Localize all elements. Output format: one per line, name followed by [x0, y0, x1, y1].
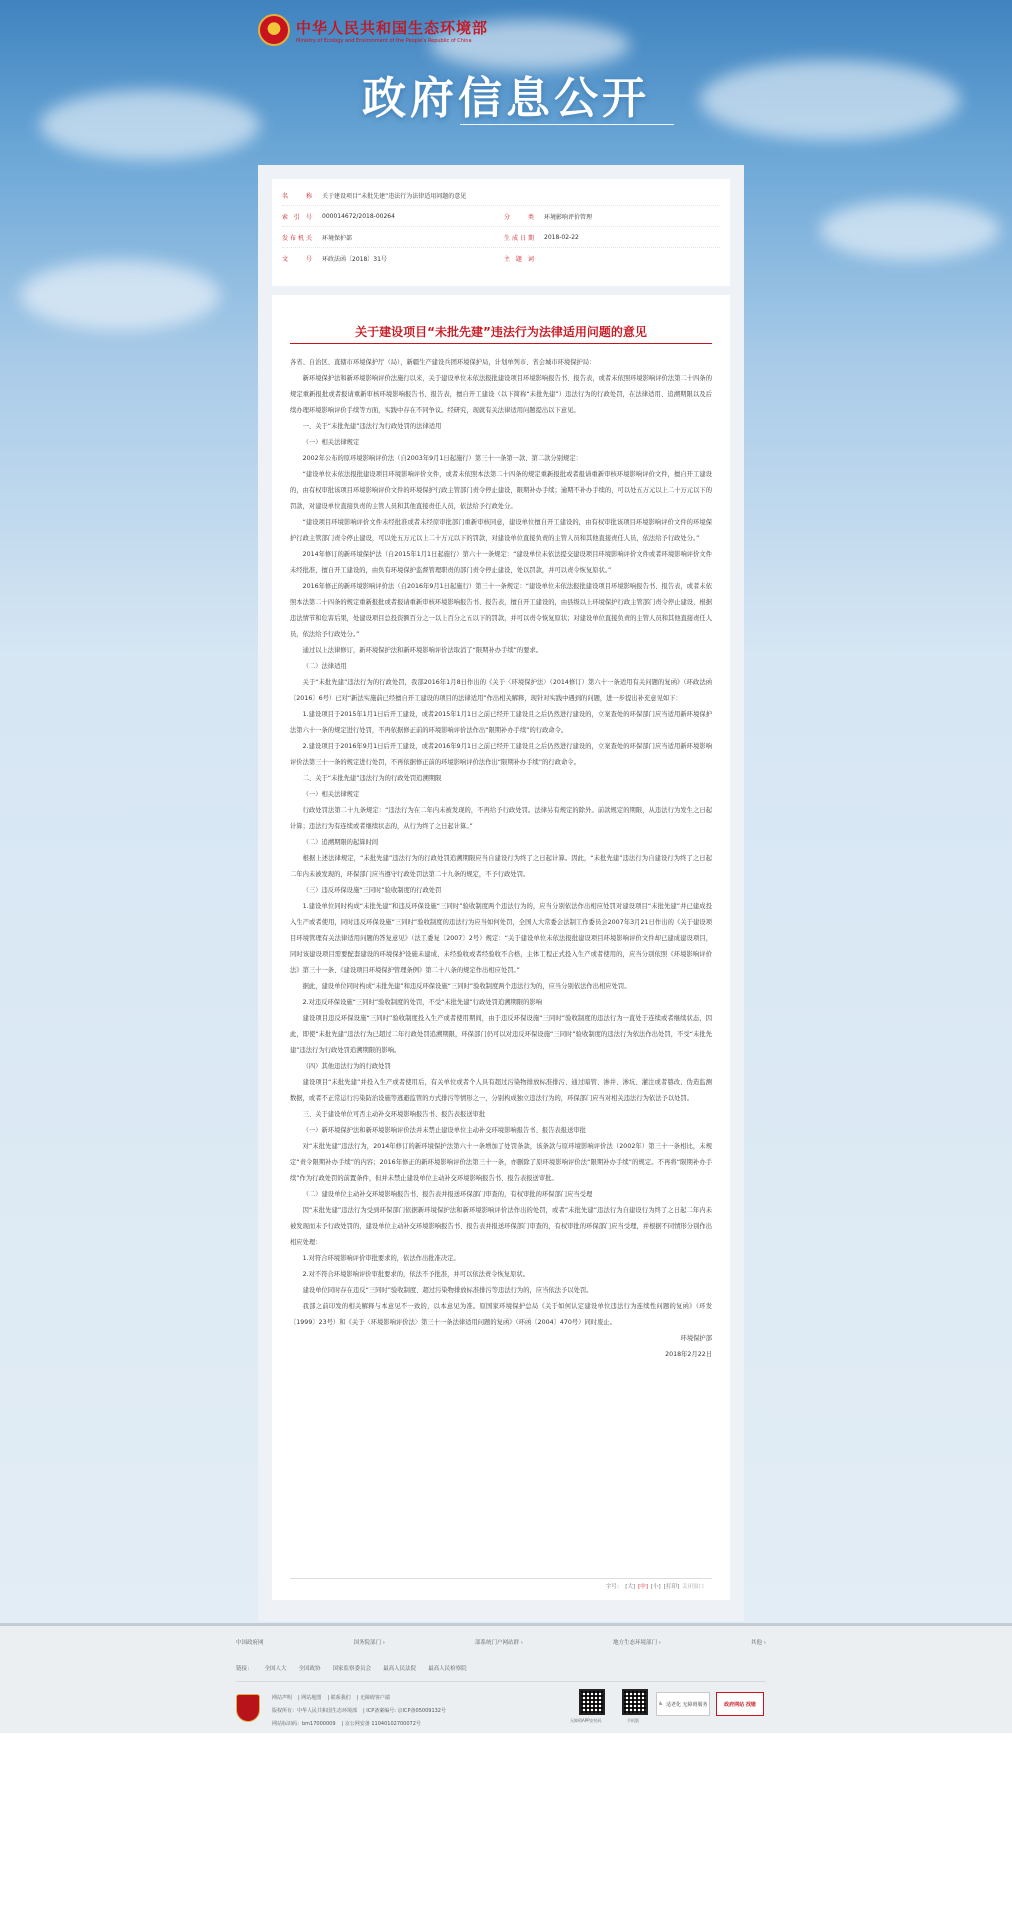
- document-paragraph: 因“未批先建”违法行为受到环保部门依据新环境保护法和新环境影响评价法作出的处罚，或者“未批先建”违法行为自建设行为终了之日起二年内未被发现而未予行政处罚的，建设单位主动补交环境影响报告书、报告表并报送环保部门审查的，有权审批的环保部门应当受理，并根据不同情形分别作出相应处理：: [290, 1207, 712, 1246]
- document-paragraph: （三）违反环保设施“三同时”验收制度的行政处罚: [302, 887, 442, 894]
- meta-index-label: 索 引 号: [282, 213, 314, 221]
- document-paragraph: 2016年修正的新环境影响评价法（自2016年9月1日起施行）第三十一条规定：“建设单位未依法报批建设项目环境影响报告书、报告表，或者未依照本法第二十四条的规定重新报批或者报请重新审核环境影响报告书、报告表，擅自开工建设的，由县级以上环境保护行政主管部门责令停止建设，根据违法情节和危害后果，处建设项目总投资额百分之一以上百分之五以下的罚款，并可以责令恢复原状；对建设单位直接负责的主管人员和其他直接责任人员，依法给予行政处分。”: [290, 583, 712, 638]
- meta-date-value: 2018-02-22: [544, 233, 579, 241]
- document-paragraph: 一、关于“未批先建”违法行为行政处罚的法律适用: [302, 423, 442, 430]
- footer-copyright: 版权所有：中华人民共和国生态环境部: [272, 1708, 358, 1714]
- document-title: 关于建设项目“未批先建”违法行为法律适用问题的意见: [355, 325, 647, 339]
- meta-row-index: [282, 206, 720, 227]
- footer-nav-gov[interactable]: 中国政府网: [236, 1640, 264, 1646]
- document-paragraph: “建设项目环境影响评价文件未经批准或者未经原审批部门重新审核同意，建设单位擅自开工建设的，由有权审批该项目环境影响评价文件的环境保护行政主管部门责令停止建设，可以处五万元以上二十万元以下的罚款，对建设单位直接负责的主管人员和其他直接责任人员，依法给予行政处分。”: [290, 519, 712, 542]
- document-paragraph: 2.对不符合环境影响评价审批要求的，依法不予批准，并可以依法责令恢复原状。: [302, 1271, 529, 1278]
- document-paragraph: 1.对符合环境影响评价审批要求的，依法作出批准决定。: [302, 1255, 460, 1262]
- footer-nav: [236, 1638, 766, 1646]
- document-body-card: [272, 295, 730, 1600]
- document-paragraph: 三、关于建设单位可否主动补交环境影响报告书、报告表报送审批: [302, 1111, 486, 1118]
- meta-category-value: 环境影响评价管理: [544, 213, 593, 221]
- document-end-divider: [290, 1578, 712, 1579]
- document-paragraph: （二）追溯期限的起算时间: [302, 839, 379, 846]
- meta-docno-label: 文 号: [282, 256, 315, 263]
- document-paragraph: 二、关于“未批先建”违法行为的行政处罚追溯期限: [302, 775, 442, 782]
- footer-contact-link[interactable]: 联系我们: [330, 1695, 351, 1701]
- footer-statement-link[interactable]: 网站声明: [272, 1695, 293, 1701]
- title-divider: [290, 343, 712, 344]
- font-size-label: 字号：: [605, 1584, 623, 1590]
- meta-issuer-label: 发布机关: [282, 234, 315, 242]
- meta-name-value: 关于建设项目“未批先建”违法行为法律适用问题的意见: [322, 192, 467, 200]
- gov-site-error-badge[interactable]: [716, 1692, 764, 1716]
- meta-row-issuer: [282, 227, 720, 248]
- document-paragraph: 关于“未批先建”违法行为的行政处罚，我部2016年1月8日作出的《关于〈环境保护法〉（2014修订）第六十一条适用有关问题的复函》（环政法函〔2016〕6号）已对“新法实施前已经擅自开工建设的项目的法律适用”作出相关解释，现针对实践中遇到的问题，进一步提出补充意见如下：: [290, 679, 712, 702]
- meta-docno-value: 环政法函〔2018〕31号: [322, 256, 387, 263]
- meta-category-label: 分 类: [504, 213, 537, 221]
- close-window-button[interactable]: 关闭窗口: [681, 1584, 704, 1590]
- footer-link-cppcc[interactable]: 全国政协: [298, 1666, 321, 1672]
- document-paragraph: 2.对违反环保设施“三同时”验收制度的处罚，不受“未批先建”行政处罚追溯期限的影响: [302, 999, 543, 1006]
- footer-link-npc[interactable]: 全国人大: [264, 1666, 287, 1672]
- document-paragraph: 1.建设项目于2015年1月1日后开工建设，或者2015年1月1日之前已经开工建设且之后仍然进行建设的，立案查处的环保部门应当适用新环境保护法第六十一条的规定进行处罚，不再依据修正前的环境影响评价法作出“限期补办手续”的行政命令。: [290, 711, 712, 734]
- footer-links-label: 链接：: [236, 1666, 253, 1672]
- site-name-en: Ministry of Ecology and Environment of the People's Republic of China: [296, 37, 472, 44]
- document-paragraph: “建设单位未依法报批建设项目环境影响评价文件，或者未依照本法第二十四条的规定重新报批或者报请重新审核环境影响评价文件，擅自开工建设的，由有权审批该项目环境影响评价文件的环境保护行政主管部门责令停止建设，限期补办手续；逾期不补办手续的，可以处五万元以上二十万元以下的罚款，对建设单位直接负责的主管人员和其他直接责任人员，依法给予行政处分。: [290, 471, 712, 510]
- document-paragraph: （一）相关法律规定: [302, 439, 360, 446]
- banner-divider: [460, 124, 674, 125]
- site-name: 中华人民共和国生态环境部: [296, 18, 489, 37]
- footer-nav-local-depts[interactable]: 地方生态环境部门 ›: [613, 1640, 661, 1646]
- meta-row-name: [282, 185, 720, 206]
- document-paragraph: （一）新环境保护法和新环境影响评价法并未禁止建设单位主动补交环境影响报告书、报告表报送审批: [302, 1127, 586, 1134]
- font-medium-button[interactable]: [中]: [638, 1584, 648, 1590]
- document-paragraph: 我部之前印发的相关解释与本意见不一致的，以本意见为准。原国家环境保护总局《关于如何认定建设单位违法行为连续性问题的复函》（环发〔1999〕23号）和《关于〈环境影响评价法〉第三十一条法律适用问题的复函》（环函〔2004〕470号）同时废止。: [290, 1303, 712, 1326]
- document-paragraph: 2014年修订的新环境保护法（自2015年1月1日起施行）第六十一条规定：“建设单位未依法提交建设项目环境影响评价文件或者环境影响评价文件未经批准，擅自开工建设的，由负有环境保护监督管理职责的部门责令停止建设，处以罚款，并可以责令恢复原状。”: [290, 551, 712, 574]
- font-size-controls: [606, 1582, 704, 1590]
- footer-link-nsc[interactable]: 国家监察委员会: [332, 1666, 372, 1672]
- document-paragraph: 2.建设项目于2016年9月1日后开工建设，或者2016年9月1日之前已经开工建设且之后仍然进行建设的，立案查处的环保部门应当适用新环境影响评价法第三十一条的规定进行处罚，不再依据修正前的环境影响评价法作出“限期补办手续”的行政命令。: [290, 743, 712, 766]
- document-paragraph: 对“未批先建”违法行为，2014年修订的新环境保护法第六十一条增加了处罚条款，该条款与原环境影响评价法（2002年）第三十一条相比，未规定“责令限期补办手续”的内容；2016年修正的新环境影响评价法第三十一条，亦删除了原环境影响评价法“限期补办手续”的规定。不再将“限期补办手续”作为行政处罚的前置条件，但并未禁止建设单位主动补交环境影响报告书、报告表报送审批。: [290, 1143, 712, 1182]
- banner-title: 政府信息公开: [362, 73, 650, 124]
- footer-nav-ministry-sites[interactable]: 部系统门户网站群 ›: [475, 1640, 523, 1646]
- document-paragraph: 建设项目“未批先建”并投入生产或者使用后，有关单位或者个人具有超过污染物排放标准排污、通过暗管、渗井、渗坑、灌注或者篡改、伪造监测数据，或者不正常运行污染防治设施等逃避监管的方式排污等情形之一，分别构成独立违法行为的，环保部门应当对相关违法行为依法予以处罚。: [290, 1079, 712, 1102]
- document-paragraph: 2018年2月22日: [665, 1351, 712, 1358]
- meta-issuer-value: 环境保护部: [322, 234, 353, 242]
- footer-sitemap-link[interactable]: 网站地图: [301, 1695, 322, 1701]
- footer-nav-other[interactable]: 其他 ›: [751, 1640, 766, 1646]
- gov-site-error-label: 政府网站 找错: [724, 1701, 756, 1708]
- document-paragraph: （四）其他违法行为的行政处罚: [302, 1063, 391, 1070]
- document-paragraph: 环境保护部: [680, 1335, 712, 1342]
- document-paragraph: 根据上述法律规定，“未批先建”违法行为的行政处罚追溯期限应当自建设行为终了之日起计算。因此，“未批先建”违法行为自建设行为终了之日起二年内未被发现的，环保部门应当遵守行政处罚法第二十九条的规定，不予行政处罚。: [290, 855, 712, 878]
- qr-code-app-icon: [579, 1689, 605, 1715]
- document-content: [290, 355, 712, 1363]
- footer-site-code: 网站标识码：bm17000009: [272, 1721, 336, 1727]
- national-emblem-icon: [258, 14, 290, 46]
- print-button[interactable]: [打印]: [663, 1584, 679, 1590]
- footer-links: [236, 1664, 467, 1672]
- footer-link-court[interactable]: 最高人民法院: [383, 1666, 417, 1672]
- meta-row-docno: [282, 248, 720, 269]
- footer-icp[interactable]: ICP备案编号: 京ICP备05009132号: [366, 1708, 446, 1714]
- document-meta: [272, 179, 730, 286]
- site-logo[interactable]: [258, 12, 488, 48]
- content-wrapper: [258, 165, 744, 1621]
- document-paragraph: 行政处罚法第二十九条规定：“违法行为在二年内未被发现的，不再给予行政处罚。法律另有规定的除外。前款规定的期限，从违法行为发生之日起计算；违法行为有连续或者继续状态的，从行为终了之日起计算。”: [290, 807, 712, 830]
- wheelchair-icon: ♿: [658, 1701, 663, 1707]
- qr-mobile-label: 手机版: [627, 1718, 639, 1723]
- document-paragraph: （一）相关法律规定: [302, 791, 360, 798]
- meta-name-label: 名 称: [282, 192, 315, 200]
- accessibility-badge[interactable]: [656, 1692, 710, 1716]
- footer-divider: [236, 1681, 766, 1682]
- footer-nav-state-council[interactable]: 国务院部门 ›: [353, 1640, 385, 1646]
- meta-keywords-label: 主 题 词: [504, 256, 536, 263]
- document-paragraph: 1.建设单位同时构成“未批先建”和违反环保设施“三同时”验收制度两个违法行为的，应当分别依法作出相应处罚对建设项目“未批先建”并已建成投入生产或者使用，同时违反环保设施“三同时”验收制度的违法行为应当如何处罚，全国人大常委会法制工作委员会2007年3月21日作出的《关于建设项目环境管理有关法律适用问题的答复意见》（法工委复〔2007〕2号）规定：“关于建设单位未依法报批建设项目环境影响评价文件却已建成建设项目，同时该建设项目需要配套建设的环境保护设施未建成、未经验收或者经验收不合格，主体工程正式投入生产或者使用的，应当分别依照《环境影响评价法》第三十一条、《建设项目环境保护管理条例》第二十八条的规定作出相应处罚。”: [290, 903, 712, 974]
- document-paragraph: 建设项目违反环保设施“三同时”验收制度投入生产或者使用期间，由于违反环保设施“三同时”验收制度的违法行为一直处于连续或者继续状态，因此，即使“未批先建”违法行为已超过二年行政处罚追溯期限，环保部门仍可以对违反环保设施“三同时”验收制度的违法行为依法作出处罚，不受“未批先建”违法行为行政处罚追溯期限的影响。: [290, 1015, 712, 1054]
- footer-link-procuratorate[interactable]: 最高人民检察院: [428, 1666, 467, 1672]
- footer-police-record[interactable]: 京公网安备 11040102700072号: [344, 1721, 421, 1727]
- footer: [0, 1623, 1012, 1733]
- document-paragraph: 各省、自治区、直辖市环境保护厅（局），新疆生产建设兵团环境保护局，计划单列市、省会城市环境保护局：: [290, 359, 596, 366]
- qr-app-label: 无障碍APP安装码: [570, 1718, 602, 1723]
- document-paragraph: （二）建设单位主动补交环境影响报告书、报告表并报送环保部门审查的，有权审批的环保部门应当受理: [302, 1191, 593, 1198]
- qr-code-mobile-icon: [622, 1689, 648, 1715]
- document-paragraph: 通过以上法律修订，新环境保护法和新环境影响评价法取消了“限期补办手续”的要求。: [302, 647, 543, 654]
- document-paragraph: （二）法律适用: [302, 663, 347, 670]
- font-large-button[interactable]: [大]: [625, 1584, 636, 1590]
- document-paragraph: 据此，建设单位同时构成“未批先建”和违反环保设施“三同时”验收制度两个违法行为的，应当分别依法作出相应处罚。: [302, 983, 631, 990]
- footer-info: 网站声明 | 网站地图 | 联系我们 | 无障碍客户端 版权所有：中华人民共和国生态环境部 | ICP备案编号: 京ICP备05009132号 网站标识码：bm17000009 | 京公网安备 11040102700072号: [272, 1695, 446, 1727]
- party-emblem-icon[interactable]: [236, 1694, 260, 1722]
- document-paragraph: 建设单位同时存在违反“三同时”验收制度、超过污染物排放标准排污等违法行为的，应当依法予以处罚。: [302, 1287, 593, 1294]
- accessibility-badge-label: 适老化 无障碍服务: [665, 1701, 708, 1708]
- font-small-button[interactable]: [小]: [650, 1584, 661, 1590]
- meta-index-value: 000014672/2018-00264: [322, 212, 395, 220]
- meta-date-label: 生成日期: [504, 234, 537, 242]
- footer-accessibility-link[interactable]: 无障碍客户端: [359, 1695, 390, 1701]
- document-paragraph: 新环境保护法和新环境影响评价法施行以来，关于建设单位未依法报批建设项目环境影响报告书、报告表，或者未依照环境影响评价法第二十四条的规定重新报批或者报请重新审核环境影响报告书、报告表，擅自开工建设（以下简称“未批先建”）违法行为的行政处罚，在法律适用、追溯期限以及后续办理环境影响评价手续等方面，实践中存在不同争议。经研究，现就有关法律适用问题提出以下意见。: [290, 375, 712, 414]
- document-paragraph: 2002年公布的原环境影响评价法（自2003年9月1日起施行）第三十一条第一款、第二款分别规定：: [302, 455, 582, 462]
